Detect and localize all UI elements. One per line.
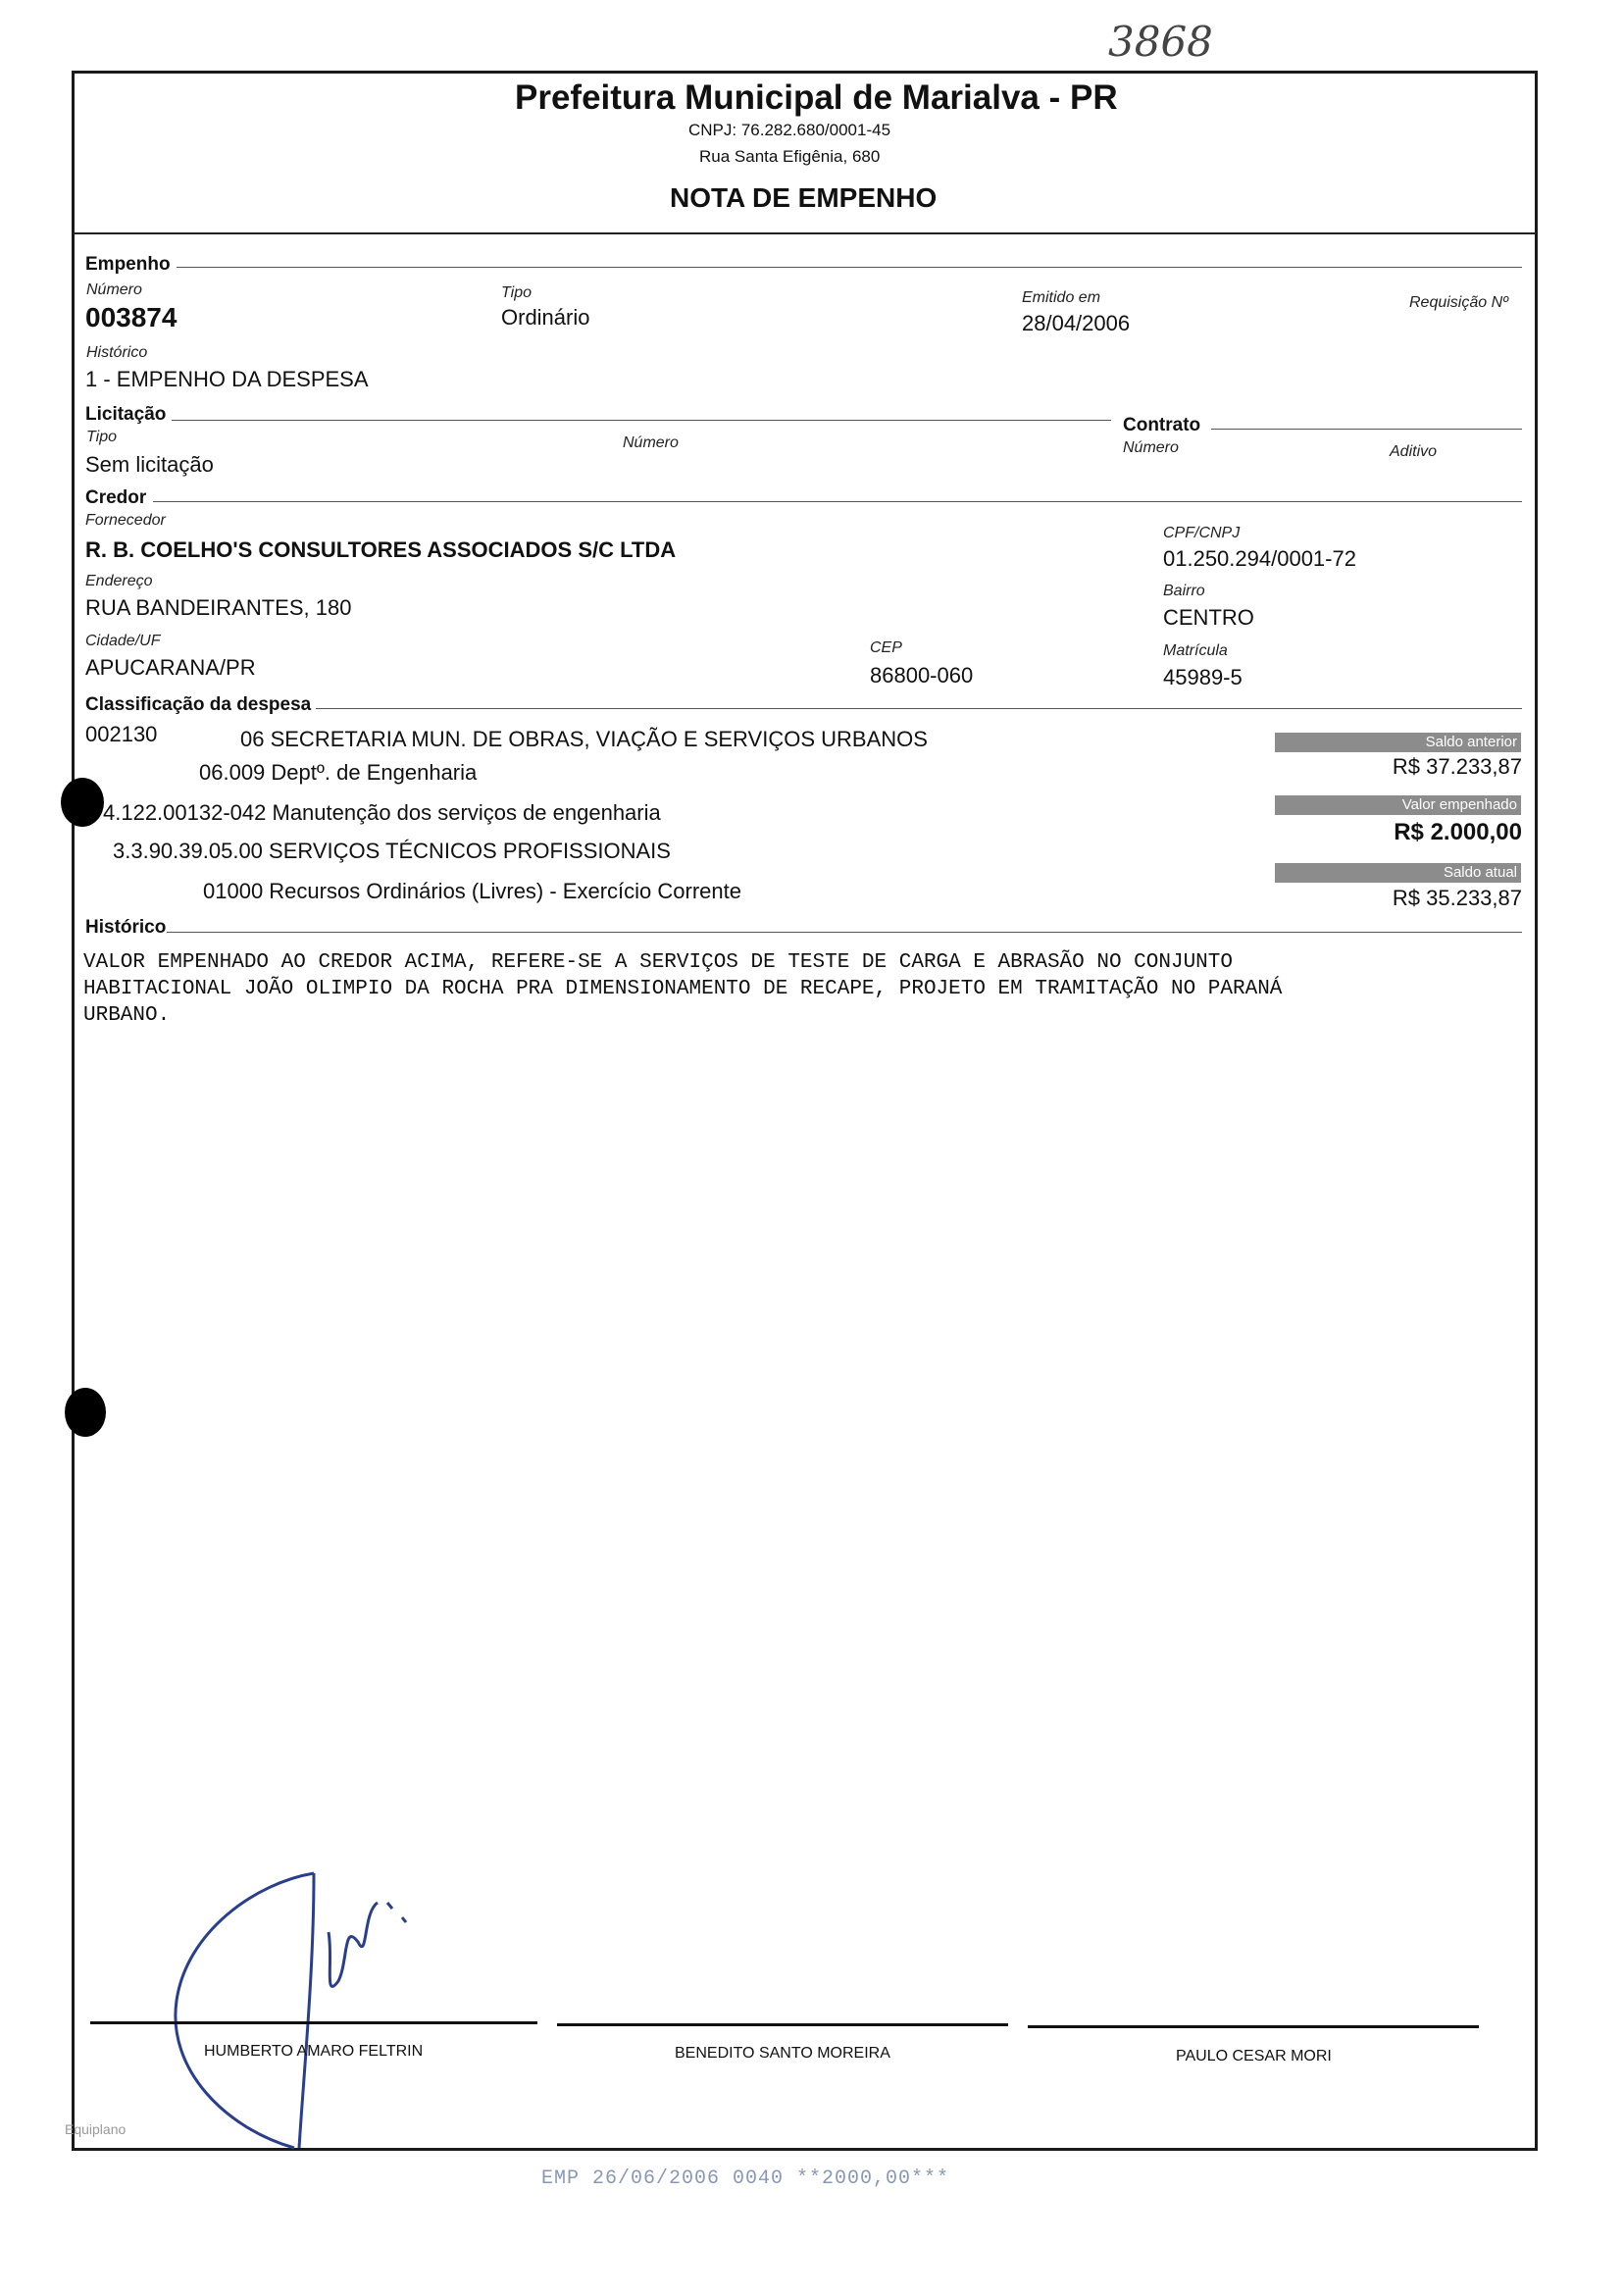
matricula-value: 45989-5 — [1163, 665, 1243, 689]
saldo-anterior: R$ 37.233,87 — [1392, 754, 1522, 779]
cep-label: CEP — [870, 639, 902, 656]
empenho-section-line — [177, 267, 1522, 268]
cidade-label: Cidade/UF — [85, 633, 161, 649]
licitacao-tipo-label: Tipo — [86, 429, 117, 445]
fornecedor-name: R. B. COELHO'S CONSULTORES ASSOCIADOS S/C LTDA — [85, 537, 677, 562]
historico-section-label: Histórico — [85, 917, 167, 938]
signatory-2: BENEDITO SANTO MOREIRA — [675, 2045, 890, 2062]
empenho-tipo: Ordinário — [501, 305, 590, 330]
cpf-value: 01.250.294/0001-72 — [1163, 546, 1356, 571]
empenho-section-label: Empenho — [85, 254, 171, 275]
historico-line1: VALOR EMPENHADO AO CREDOR ACIMA, REFERE-SE A SERVIÇOS DE TESTE DE CARGA E ABRASÃO NO CONJUNTO — [83, 951, 1233, 974]
signature-line-2 — [557, 2023, 1008, 2026]
empenho-numero-label: Número — [86, 281, 142, 298]
handwritten-page-number: 3868 — [1108, 18, 1213, 66]
licitacao-section-line — [172, 420, 1111, 421]
software-brand: Equiplano — [65, 2121, 127, 2137]
signatory-3: PAULO CESAR MORI — [1176, 2048, 1332, 2065]
valor-empenhado: R$ 2.000,00 — [1394, 819, 1522, 845]
historico-section-line — [167, 932, 1522, 933]
contrato-section-line — [1211, 429, 1522, 430]
historico-line2: HABITACIONAL JOÃO OLIMPIO DA ROCHA PRA DIMENSIONAMENTO DE RECAPE, PROJETO EM TRAMITAÇÃO NO PARANÁ — [83, 978, 1283, 1000]
fornecedor-label: Fornecedor — [85, 512, 166, 529]
valor-empenhado-bar: Valor empenhado — [1275, 795, 1521, 815]
endereco-value: RUA BANDEIRANTES, 180 — [85, 595, 352, 620]
licitacao-section-label: Licitação — [85, 404, 167, 425]
empenho-tipo-label: Tipo — [501, 284, 532, 301]
classificacao-line4: 3.3.90.39.05.00 SERVIÇOS TÉCNICOS PROFISSIONAIS — [113, 839, 671, 863]
credor-section-label: Credor — [85, 487, 147, 508]
empenho-historico: 1 - EMPENHO DA DESPESA — [85, 367, 369, 391]
classificacao-line2: 06.009 Deptº. de Engenharia — [199, 760, 478, 785]
classificacao-section-line — [316, 708, 1522, 709]
saldo-atual: R$ 35.233,87 — [1392, 886, 1522, 910]
signature-line-3 — [1028, 2025, 1479, 2028]
classificacao-line1: 06 SECRETARIA MUN. DE OBRAS, VIAÇÃO E SERVIÇOS URBANOS — [240, 727, 928, 751]
cpf-label: CPF/CNPJ — [1163, 525, 1241, 541]
doc-title: NOTA DE EMPENHO — [670, 182, 938, 213]
bairro-value: CENTRO — [1163, 605, 1254, 630]
saldo-anterior-bar: Saldo anterior — [1275, 733, 1521, 752]
contrato-numero-label: Número — [1123, 439, 1179, 456]
classificacao-section-label: Classificação da despesa — [85, 694, 312, 715]
address: Rua Santa Efigênia, 680 — [699, 147, 881, 166]
cnpj: CNPJ: 76.282.680/0001-45 — [688, 121, 891, 139]
licitacao-tipo: Sem licitação — [85, 452, 214, 477]
bairro-label: Bairro — [1163, 583, 1205, 599]
licitacao-numero-label: Número — [623, 434, 679, 451]
handwritten-signature — [167, 1854, 481, 2167]
header-divider — [74, 232, 1536, 234]
empenho-numero: 003874 — [85, 302, 178, 332]
requisicao-label: Requisição Nº — [1409, 294, 1508, 311]
matricula-label: Matrícula — [1163, 642, 1228, 659]
emitido-label: Emitido em — [1022, 289, 1101, 306]
historico-line3: URBANO. — [83, 1004, 171, 1027]
contrato-section-label: Contrato — [1123, 415, 1201, 435]
saldo-atual-bar: Saldo atual — [1275, 863, 1521, 883]
mechanical-stamp: EMP 26/06/2006 0040 **2000,00*** — [541, 2167, 950, 2190]
classificacao-line3: 4.122.00132-042 Manutenção dos serviços de engenharia — [103, 800, 661, 825]
punch-hole-bottom — [65, 1388, 106, 1437]
empenho-historico-label: Histórico — [86, 344, 148, 361]
punch-hole-top — [61, 778, 104, 827]
page-title: Prefeitura Municipal de Marialva - PR — [515, 78, 1118, 117]
credor-section-line — [153, 501, 1522, 502]
classificacao-line5: 01000 Recursos Ordinários (Livres) - Exercício Corrente — [203, 879, 741, 903]
classificacao-code: 002130 — [85, 722, 158, 746]
signatory-1: HUMBERTO AMARO FELTRIN — [204, 2043, 424, 2060]
contrato-aditivo-label: Aditivo — [1390, 443, 1438, 460]
cidade-value: APUCARANA/PR — [85, 655, 256, 680]
cep-value: 86800-060 — [870, 663, 974, 688]
emitido-date: 28/04/2006 — [1022, 311, 1131, 335]
endereco-label: Endereço — [85, 573, 153, 589]
signature-line-1 — [90, 2021, 537, 2024]
